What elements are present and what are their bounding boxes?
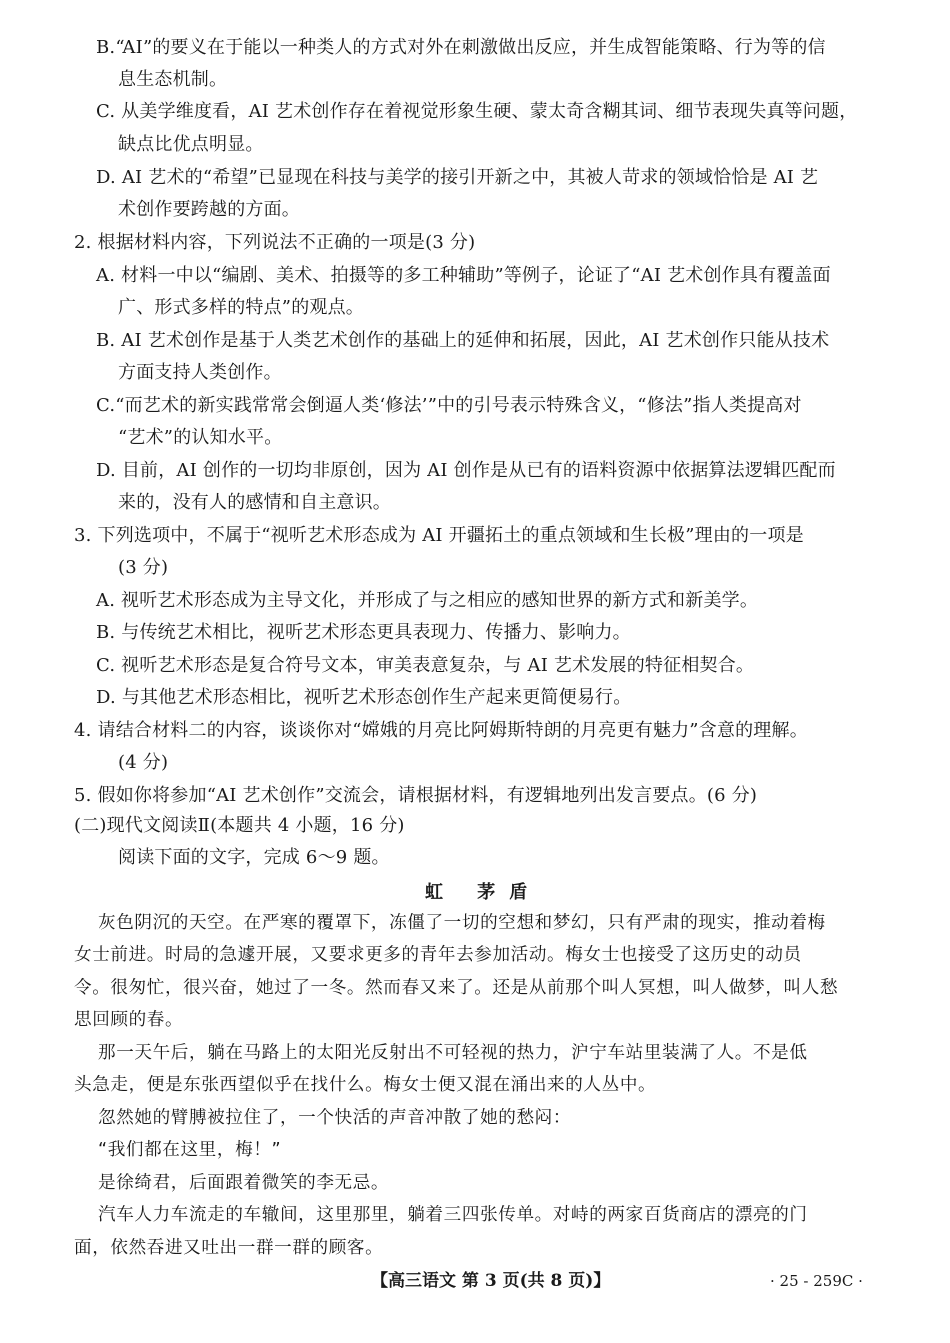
q2-option-d-line1: D. 目前，AI 创作的一切均非原创，因为 AI 创作是从已有的语料资源中依据算法逻辑匹配而 <box>96 460 836 481</box>
story-p1-line1: 灰色阴沉的天空。在严寒的覆罩下，冻僵了一切的空想和梦幻，只有严肃的现实，推动着梅 <box>98 913 826 933</box>
story-p1-line3: 令。很匆忙，很兴奋，她过了一冬。然而春又来了。还是从前那个叫人冥想，叫人做梦，叫人愁 <box>74 978 839 998</box>
q2-option-b-line1: B. AI 艺术创作是基于人类艺术创作的基础上的延伸和拓展，因此，AI 艺术创作只能从技术 <box>96 330 830 351</box>
story-p2-line2: 头急走，便是东张西望似乎在找什么。梅女士便又混在涌出来的人丛中。 <box>74 1075 657 1095</box>
q2-stem: 2. 根据材料内容，下列说法不正确的一项是(3 分) <box>74 232 476 253</box>
story-p1-line4: 思回顾的春。 <box>74 1010 184 1030</box>
page-footer: 【高三语文 第 3 页(共 8 页)】 <box>371 1271 611 1291</box>
q3-option-b: B. 与传统艺术相比，视听艺术形态更具表现力、传播力、影响力。 <box>96 622 631 643</box>
story-p1-line2: 女士前进。时局的急遽开展，又要求更多的青年去参加活动。梅女士也接受了这历史的动员 <box>74 945 802 965</box>
q2-option-a-line2: 广、形式多样的特点”的观点。 <box>118 297 365 318</box>
q1-option-c-line1: C. 从美学维度看，AI 艺术创作存在着视觉形象生硬、蒙太奇含糊其词、细节表现失真等问题， <box>96 101 858 122</box>
q3-stem-line1: 3. 下列选项中，不属于“视听艺术形态成为 AI 开疆拓土的重点领域和生长极”理由的一项是 <box>74 525 804 546</box>
q1-option-b-line2: 息生态机制。 <box>118 69 228 90</box>
q2-option-c-line1: C.“而艺术的新实践常常会倒逼人类‘修法’”中的引号表示特殊含义，“修法”指人类提高对 <box>96 395 802 416</box>
exam-code: · 25 - 259C · <box>770 1272 863 1290</box>
story-p4: “我们都在这里，梅！” <box>98 1140 282 1160</box>
q3-option-d: D. 与其他艺术形态相比，视听艺术形态创作生产起来更简便易行。 <box>96 687 632 708</box>
q1-option-d-line1: D. AI 艺术的“希望”已显现在科技与美学的接引开新之中，其被人苛求的领域恰恰是 AI 艺 <box>96 167 819 188</box>
story-p2-line1: 那一天午后，躺在马路上的太阳光反射出不可轻视的热力，沪宁车站里装满了人。不是低 <box>98 1043 808 1063</box>
q2-option-a-line1: A. 材料一中以“编剧、美术、拍摄等的多工种辅助”等例子，论证了“AI 艺术创作具有覆盖面 <box>96 265 831 286</box>
q1-option-b-line1: B.“AI”的要义在于能以一种类人的方式对外在刺激做出反应，并生成智能策略、行为等的信 <box>96 37 826 58</box>
q2-option-c-line2: “艺术”的认知水平。 <box>118 427 283 448</box>
section-heading: (二)现代文阅读Ⅱ(本题共 4 小题，16 分) <box>74 815 405 836</box>
q1-option-c-line2: 缺点比优点明显。 <box>118 134 264 155</box>
q3-option-c: C. 视听艺术形态是复合符号文本，审美表意复杂，与 AI 艺术发展的特征相契合。 <box>96 655 755 676</box>
story-p3: 忽然她的臂膊被拉住了，一个快活的声音冲散了她的愁闷： <box>98 1108 572 1128</box>
q4-stem-line2: (4 分) <box>118 752 169 773</box>
q4-stem-line1: 4. 请结合材料二的内容，谈谈你对“嫦娥的月亮比阿姆斯特朗的月亮更有魅力”含意的理解。 <box>74 720 808 741</box>
q3-option-a: A. 视听艺术形态成为主导文化，并形成了与之相应的感知世界的新方式和新美学。 <box>96 590 759 611</box>
q2-option-d-line2: 来的，没有人的感情和自主意识。 <box>118 492 391 513</box>
story-p6-line2: 面，依然吞进又吐出一群一群的顾客。 <box>74 1238 384 1258</box>
story-p5: 是徐绮君，后面跟着微笑的李无忌。 <box>98 1173 390 1193</box>
section-instruction: 阅读下面的文字，完成 6～9 题。 <box>118 847 390 868</box>
q1-option-d-line2: 术创作要跨越的方面。 <box>118 199 300 220</box>
passage-title: 虹 茅盾 <box>425 882 542 903</box>
q2-option-b-line2: 方面支持人类创作。 <box>118 362 282 383</box>
q5-stem: 5. 假如你将参加“AI 艺术创作”交流会，请根据材料，有逻辑地列出发言要点。(6 分) <box>74 785 758 806</box>
q3-stem-line2: (3 分) <box>118 557 169 578</box>
story-p6-line1: 汽车人力车流走的车辙间，这里那里，躺着三四张传单。对峙的两家百货商店的漂亮的门 <box>98 1205 808 1225</box>
